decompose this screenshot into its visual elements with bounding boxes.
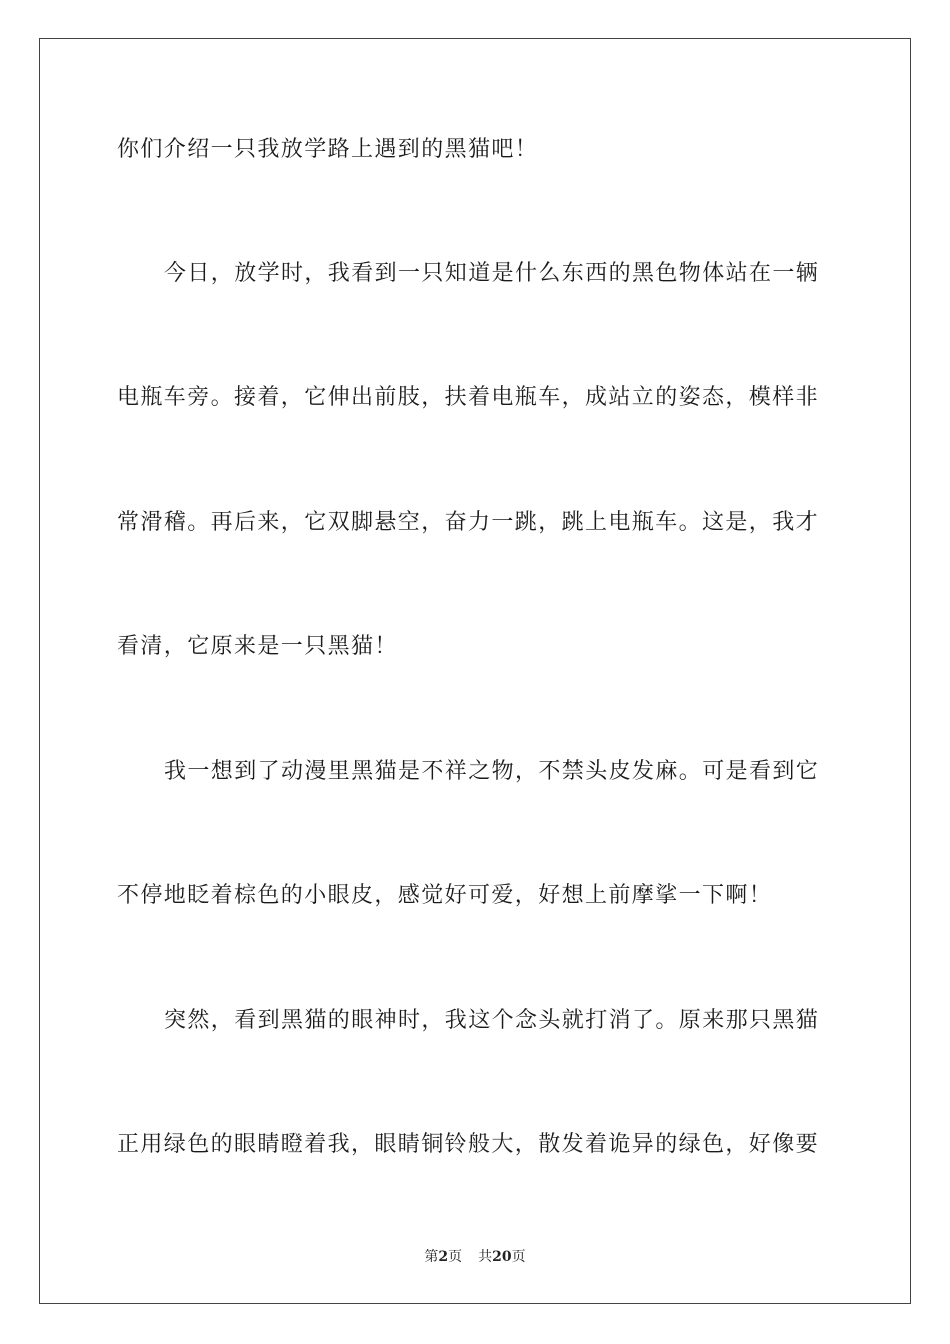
total-prefix: 共 (478, 1249, 493, 1265)
page-number: 2 (438, 1249, 449, 1265)
text-line-2: 今日，放学时，我看到一只知道是什么东西的黑色物体站在一辆 (164, 261, 820, 286)
page-prefix: 第 (424, 1249, 439, 1265)
text-line-3: 电瓶车旁。接着，它伸出前肢，扶着电瓶车，成站立的姿态，模样非 (117, 385, 820, 410)
page-suffix: 页 (448, 1249, 463, 1265)
text-line-5: 看清，它原来是一只黑猫！ (117, 634, 398, 659)
text-line-7: 不停地眨着棕色的小眼皮，感觉好可爱，好想上前摩挲一下啊！ (117, 883, 773, 908)
text-line-4: 常滑稽。再后来，它双脚悬空，奋力一跳，跳上电瓶车。这是，我才 (117, 510, 820, 535)
total-pages: 20 (492, 1249, 512, 1265)
total-suffix: 页 (511, 1249, 526, 1265)
page-footer (0, 1248, 950, 1266)
page-frame (39, 38, 911, 1304)
text-line-8: 突然，看到黑猫的眼神时，我这个念头就打消了。原来那只黑猫 (164, 1008, 820, 1033)
text-line-9: 正用绿色的眼睛瞪着我，眼睛铜铃般大，散发着诡异的绿色，好像要 (117, 1132, 820, 1157)
text-line-6: 我一想到了动漫里黑猫是不祥之物，不禁头皮发麻。可是看到它 (164, 759, 820, 784)
text-line-1: 你们介绍一只我放学路上遇到的黑猫吧！ (117, 137, 539, 162)
